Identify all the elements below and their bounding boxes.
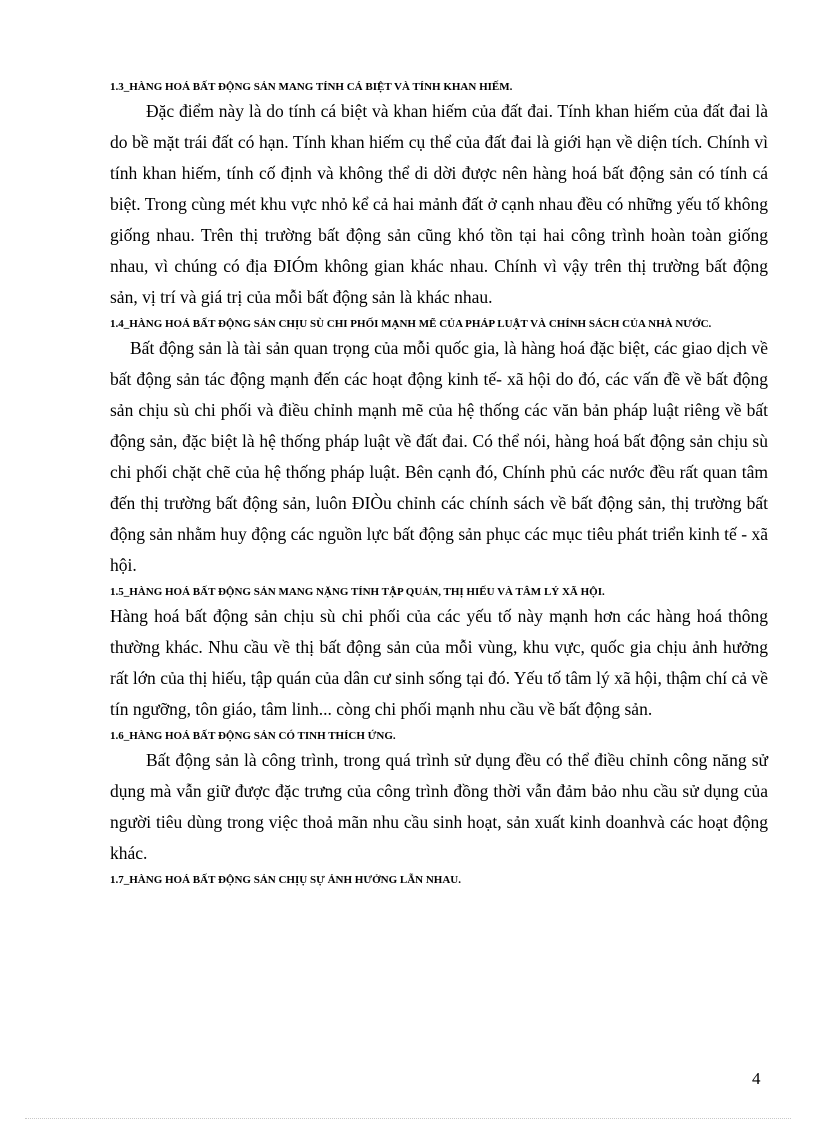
section-heading-1-7: 1.7_HÀNG HOÁ BẤT ĐỘNG SẢN CHỊỤ SỰ ẢNH HƯỞNG LẪN NHAU. (110, 874, 462, 886)
section-heading-1-5: 1.5_HÀNG HOÁ BẤT ĐỘNG SẢN MANG NẶNG TÍNH TẬP QUÁN, THỊ HIẾU VÀ TÂM LÝ XÃ HỘI. (110, 586, 605, 598)
page-content (110, 78, 768, 889)
section-body-1-4: Bất động sản là tài sản quan trọng của mỗi quốc gia, là hàng hoá đặc biệt, các giao dịch về bất động sản tác động mạnh đến các hoạt động kinh tế- xã hội do đó, các vấn đề về bất động sản chịu sù chi phối và điều chỉnh mạnh mẽ của hệ thống các văn bản pháp luật riêng về bất động sản, đặc biệt là hệ thống pháp luật về đất đai. Có thể nói, hàng hoá bất động sản chịu sù chi phối chặt chẽ của hệ thống pháp luật. Bên cạnh đó, Chính phủ các nước đều rất quan tâm đến thị trường bất động sản, luôn ĐIÒu chỉnh các chính sách về bất động sản, thị trường bất động sản nhằm huy động các nguồn lực bất động sản phục các mục tiêu phát triển kinh tế - xã hội. (110, 338, 768, 575)
section-heading-1-4: 1.4_HÀNG HOÁ BẤT ĐỘNG SẢN CHỊU SÙ CHI PHỐI MẠNH MẼ CỦA PHÁP LUẬT VÀ CHÍNH SÁCH CỦA NHÀ NƯỚC. (110, 318, 712, 330)
section-body-1-5: Hàng hoá bất động sản chịu sù chi phối của các yếu tố này mạnh hơn các hàng hoá thông thường khác. Nhu cầu về thị bất động sản của mỗi vùng, khu vực, quốc gia chịu ảnh hưởng rất lớn của thị hiếu, tập quán của dân cư sinh sống tại đó. Yếu tố tâm lý xã hội, thậm chí cả về tín ngưỡng, tôn giáo, tâm linh... còng chi phối mạnh nhu cầu về bất động sản. (110, 606, 768, 719)
page-number: 4 (752, 1069, 761, 1088)
section-body-1-6: Bất động sản là công trình, trong quá trình sử dụng đều có thể điều chỉnh công năng sử dụng mà vẫn giữ được đặc trưng của công trình đồng thời vẫn đảm bảo nhu cầu sử dụng của người tiêu dùng trong việc thoả mãn nhu cầu sinh hoạt, sản xuất kinh doanhvà các hoạt động khác. (110, 750, 768, 863)
section-heading-1-6: 1.6_HÀNG HOÁ BẤT ĐỘNG SẢN CÓ TINH THÍCH ỨNG. (110, 730, 396, 742)
section-body-1-3: Đặc điểm này là do tính cá biệt và khan hiếm của đất đai. Tính khan hiếm của đất đai là do bề mặt trái đất có hạn. Tính khan hiếm cụ thể của đất đai là giới hạn về diện tích. Chính vì tính khan hiếm, tính cố định và không thể di dời được nên hàng hoá bất động sản có tính cá biệt. Trong cùng mét khu vực nhỏ kể cả hai mảnh đất ở cạnh nhau đều có những yếu tố không giống nhau. Trên thị trường bất động sản cũng khó tồn tại hai công trình hoàn toàn giống nhau, vì chúng có địa ĐIÓm không gian khác nhau. Chính vì vậy trên thị trường bất động sản, vị trí và giá trị của mỗi bất động sản là khác nhau. (110, 101, 768, 307)
section-heading-1-3: 1.3_HÀNG HOÁ BẤT ĐỘNG SẢN MANG TÍNH CÁ BIỆT VÀ TÍNH KHAN HIẾM. (110, 81, 513, 93)
footer-divider (25, 1118, 791, 1119)
